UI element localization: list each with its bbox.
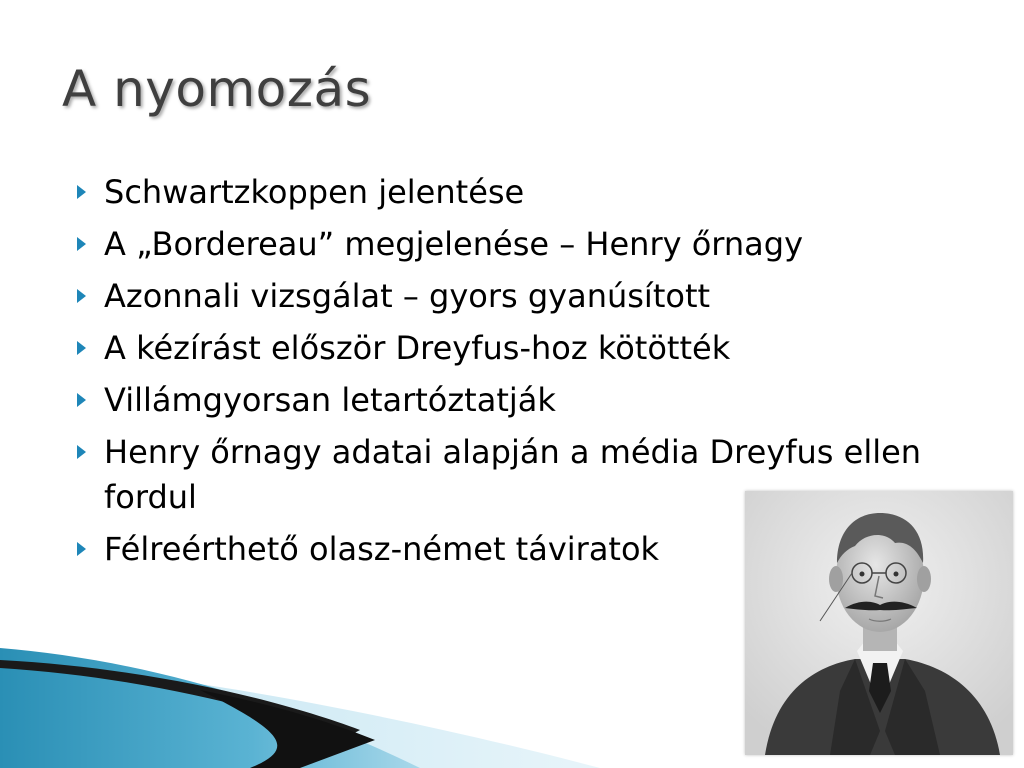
bullet-text: Azonnali vizsgálat – gyors gyanúsított (104, 277, 711, 315)
portrait-photo (745, 491, 1013, 755)
bullet-text: Félreérthető olasz-német táviratok (104, 530, 660, 568)
triangle-right-icon (77, 445, 86, 459)
bullet-item (74, 222, 954, 267)
bullet-text: A kézírást először Dreyfus-hoz kötötték (104, 329, 731, 367)
bullet-text: Villámgyorsan letartóztatják (104, 381, 556, 419)
bullet-item (74, 170, 954, 215)
bullet-text: Henry őrnagy adatai alapján a média Dreyfus ellen fordul (104, 433, 922, 516)
bullet-text: A „Bordereau” megjelenése – Henry őrnagy (104, 225, 804, 263)
triangle-right-icon (77, 393, 86, 407)
bullet-item (74, 378, 954, 423)
bullet-item (74, 326, 954, 371)
bullet-text: Schwartzkoppen jelentése (104, 173, 525, 211)
triangle-right-icon (77, 542, 86, 556)
triangle-right-icon (77, 237, 86, 251)
triangle-right-icon (77, 185, 86, 199)
triangle-right-icon (77, 341, 86, 355)
bullet-item (74, 274, 954, 319)
slide-title: A nyomozás (62, 60, 372, 118)
triangle-right-icon (77, 289, 86, 303)
